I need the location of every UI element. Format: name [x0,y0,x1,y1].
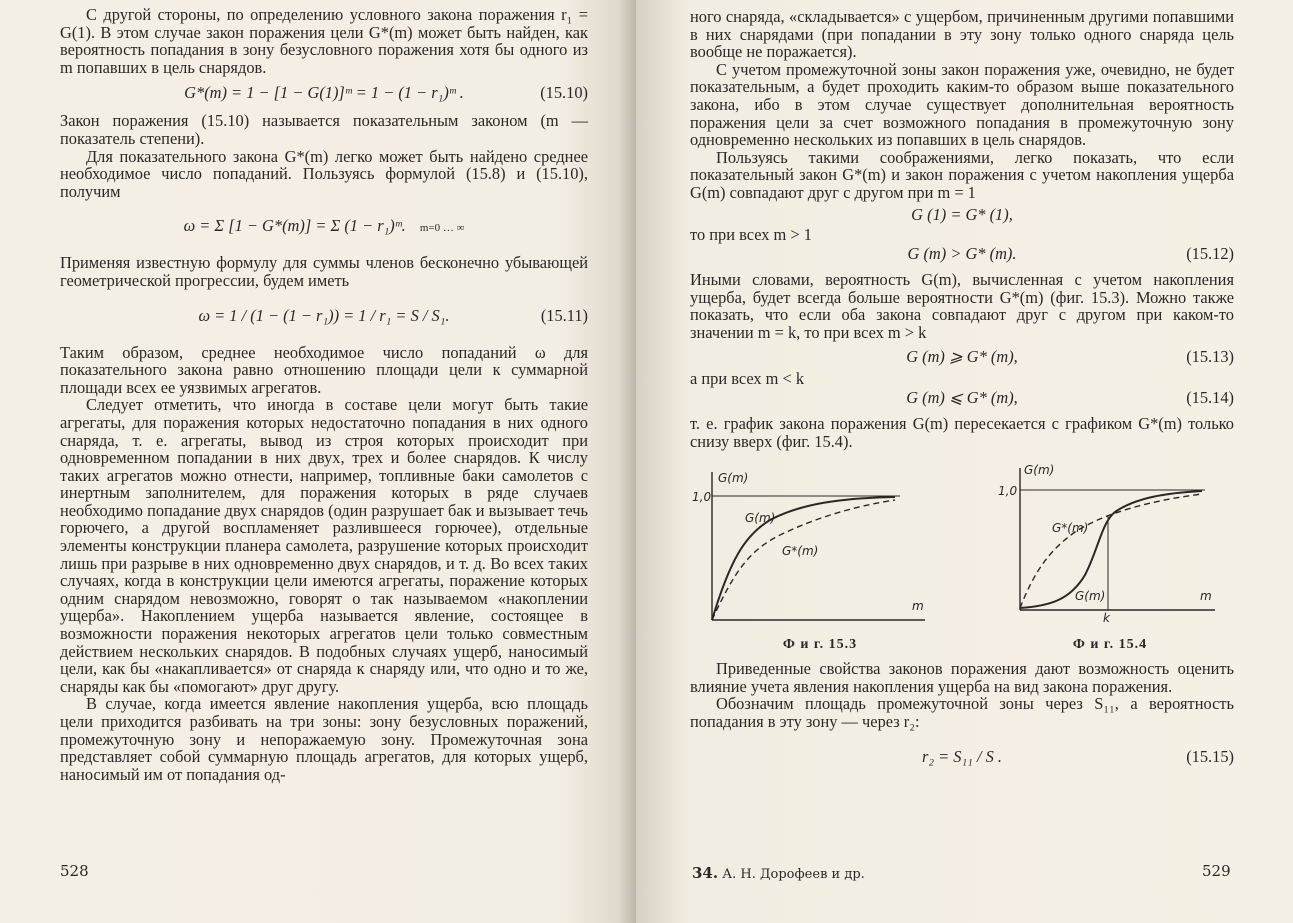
left-page [0,0,636,923]
formula-15-14-body: G (m) ⩽ G* (m), [906,388,1018,408]
right-paragraph-4: Иными словами, вероятность G(m), вычисленная с учетом накопления ущерба, будет всегда больше вероятности G*(m) (фиг. 15.3). Можно также показать, что если оба закона совпадают друг с другом при каком-то значении m = k, то при всех m > k [690,270,1234,342]
right-paragraph-1: ного снаряда, «складывается» с ущербом, причиненным другими попавшими в них снарядами (при попадании в эту зону только одного снаряда цель вообще не поражается). [690,7,1234,62]
formula-omega-sum-body: ω = Σ [1 − G*(m)] = Σ (1 − r₁)ᵐ. [183,216,406,236]
fig154-y-tick: 1,0 [998,484,1018,499]
formula-15-13-number: (15.13) [1186,346,1234,366]
formula-15-13-body: G (m) ⩾ G* (m), [906,346,1018,366]
fig154-label-gstar: G*(m) [1052,521,1089,536]
fig154-y-label: G(m) [1024,463,1055,478]
fig153-x-label: m [912,599,924,614]
right-page-number: 529 [1202,862,1231,880]
right-text-column [690,8,1234,785]
left-paragraph-3: Для показательного закона G*(m) легко может быть найдено среднее необходимое число попаданий. Пользуясь формулой (15.8) и (15.10), получим [60,146,588,201]
formula-15-12-number: (15.12) [1186,244,1234,264]
formula-15-10 [60,82,588,104]
left-paragraph-2: Закон поражения (15.10) называется показательным законом (m — показатель степени). [60,111,588,148]
formula-15-13 [690,346,1234,368]
fig154-curve-g [1020,491,1202,608]
figure-15-4 [990,460,1230,653]
right-paragraph-3: Пользуясь такими соображениями, легко показать, что если показательный закон G*(m) и закон поражения с учетом накопления ущерба G(m) совпадают друг с другом при m = 1 [690,147,1234,202]
figure-15-4-graph [990,460,1230,635]
fig153-label-gstar: G*(m) [782,544,819,559]
fig154-label-g: G(m) [1075,589,1106,604]
left-page-number: 528 [60,862,89,880]
right-page [636,0,1293,923]
formula-15-15-number: (15.15) [1186,746,1234,766]
fig153-y-tick: 1,0 [692,490,712,505]
left-paragraph-5: Таким образом, среднее необходимое число попаданий ω для показательного закона равно отношению площади цели к суммарной площади всех ее уязвимых агрегатов. [60,342,588,397]
footer-authors: А. Н. Дорофеев и др. [722,867,865,882]
formula-15-10-body: G*(m) = 1 − [1 − G(1)]ᵐ = 1 − (1 − r₁)ᵐ . [184,83,464,103]
formula-g1-equal-body: G (1) = G* (1), [911,204,1013,224]
right-text-all-m-gt-1: то при всех m > 1 [690,224,812,244]
formula-15-14 [690,387,1234,409]
formula-15-11 [60,296,588,336]
formula-15-12-body: G (m) > G* (m). [907,244,1017,264]
left-paragraph-6: Следует отметить, что иногда в составе цели могут быть такие агрегаты, для поражения которых недостаточно попадания в них одного снаряда, т. е. агрегаты, вывод из строя которых происходит при одновременном попадании в них двух, трех и более снарядов. К числу таких агрегатов можно отнести, например, топливные баки самолетов с инертным заполнителем, для поражения которых в ряде случаев необходимо попадание двух снарядов (один разрушает бак и вызывает течь горючего, а другой воспламеняет разлившееся горючее), отдельные элементы конструкции планера самолета, разрушение которых происходит лишь при разрыве в них одновременно двух снарядов, и т. д. Во всех таких случаях, когда в конструкции цели имеются агрегаты, поражение которых одним снарядом невозможно, говорят о так называемом «накоплении ущерба». Накоплением ущерба называется явление, состоящее в возможности поражения некоторых агрегатов цели только совместным действием нескольких снарядов. В подобных случаях ущерб, наносимый цели, как бы «накапливается» от снаряда к снаряду или, что одно и то же, снаряды как бы «помогают» друг другу. [60,395,588,696]
fig153-curve-g [712,497,895,620]
left-paragraph-7: В случае, когда имеется явление накопления ущерба, всю площадь цели приходится разбивать на три зоны: зону безусловных поражений, промежуточную зону и непоражаемую зону. Промежуточная зона представляет собой суммарную площадь агрегатов, для которых ущерб, наносимый им от попадания од- [60,694,588,784]
right-text-all-m-lt-k: а при всех m < k [690,368,805,388]
figure-15-3-caption: Ф и г. 15.3 [782,637,858,653]
formula-15-15-body: r₂ = S₁₁ / S . [921,746,1003,766]
left-paragraph-4: Применяя известную формулу для суммы членов бесконечно убывающей геометрической прогрессии, будем иметь [60,253,588,290]
fig153-label-g: G(m) [745,511,776,526]
formula-g1-equal [690,204,1234,226]
right-paragraph-2: С учетом промежуточной зоны закон поражения уже, очевидно, не будет показательным, а будет проходить каким-то образом выше показательного закона, ибо в этом случае существует дополнительная вероятность поражения цели за счет возможного попадания в промежуточную зону одновременно нескольких из попавших в цель снарядов. [690,59,1234,150]
figure-15-3 [690,460,950,653]
right-paragraph-5: т. е. график закона поражения G(m) пересекается с графиком G*(m) только снизу вверх (фиг. 15.4). [690,414,1234,451]
right-paragraph-6: Приведенные свойства законов поражения дают возможность оценить влияние учета явления накопления ущерба на вид закона поражения. [690,659,1234,696]
left-text-column [60,6,588,783]
formula-15-12 [690,243,1234,265]
figure-15-4-caption: Ф и г. 15.4 [1072,637,1148,653]
formula-15-11-body: ω = 1 / (1 − (1 − r₁)) = 1 / r₁ = S / S₁. [198,305,450,325]
footer-signature: 34. [692,864,719,882]
right-paragraph-7: Обозначим площадь промежуточной зоны через S₁₁, а вероятность попадания в эту зону — через r₂: [690,694,1234,732]
fig153-curve-gstar [712,500,895,620]
formula-15-10-number: (15.10) [540,83,588,103]
formula-omega-sum [60,206,588,246]
left-paragraph-1: С другой стороны, по определению условного закона поражения r₁ = G(1). В этом случае закон поражения цели G*(m) может быть найден, как вероятность попадания в зону безусловного поражения хотя бы одного из m попавших в цель снарядов. [60,5,588,77]
fig153-y-label: G(m) [718,471,749,486]
fig154-x-label: m [1200,589,1212,604]
formula-omega-sum-limits: m=0 … ∞ [419,222,465,235]
fig154-curve-gstar [1020,494,1202,608]
formula-15-14-number: (15.14) [1186,388,1234,408]
formula-15-15 [690,737,1234,777]
right-footer [692,864,865,882]
fig154-k-tick: k [1103,611,1110,626]
figures-row [690,460,1234,660]
figure-15-3-graph [690,460,950,635]
formula-15-11-number: (15.11) [540,305,588,325]
